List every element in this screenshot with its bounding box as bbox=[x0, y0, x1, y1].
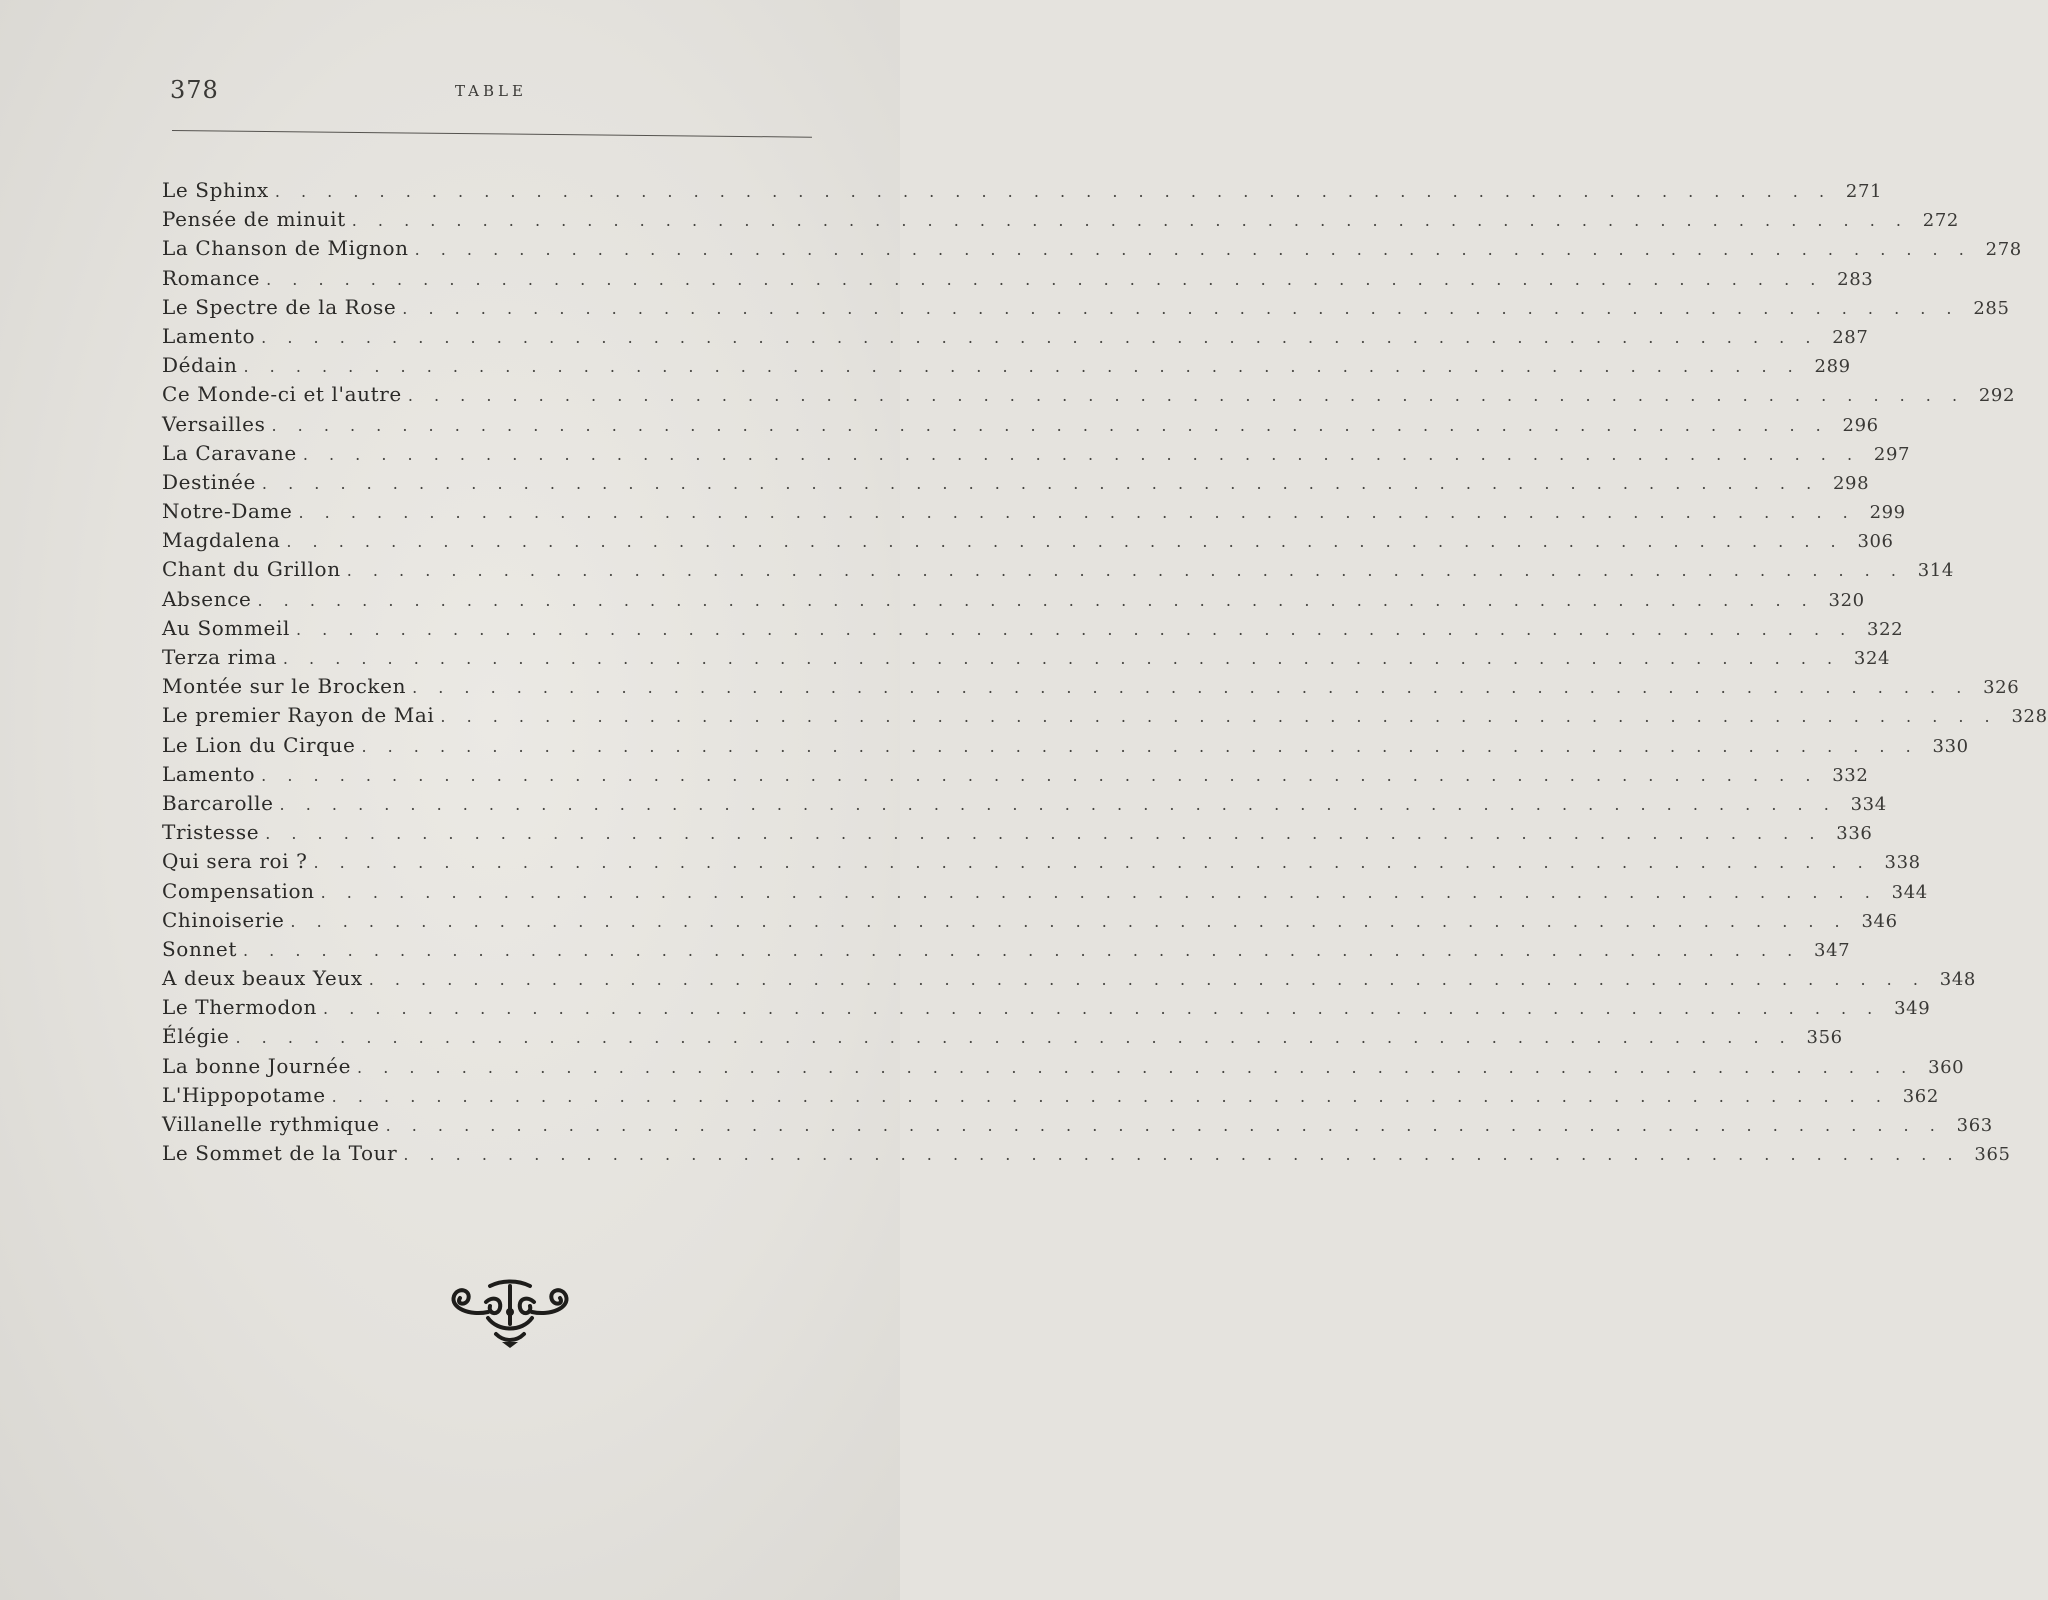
toc-entry bbox=[162, 236, 2022, 265]
toc-dot-leader: . . . . . . . . . . . . . . . . . . . . . . . . . . . . . . . . . . . . . . . . . . . . . . . . . . . . . . . . . . . . bbox=[274, 182, 1833, 201]
toc-dot-leader: . . . . . . . . . . . . . . . . . . . . . . . . . . . . . . . . . . . . . . . . . . . . . . . . . . . . . . . . . . . . bbox=[235, 1028, 1793, 1048]
toc-dot-leader: . . . . . . . . . . . . . . . . . . . . . . . . . . . . . . . . . . . . . . . . . . . . . . . . . . . . . . . . . . . . bbox=[351, 211, 1909, 231]
toc-entry-title: Le Spectre de la Rose bbox=[162, 294, 397, 319]
toc-dot-leader: . . . . . . . . . . . . . . . . . . . . . . . . . . . . . . . . . . . . . . . . . . . . . . . . . . . . . . . . . . . . bbox=[403, 1145, 1961, 1165]
toc-entry-page: 298 bbox=[1832, 472, 1870, 494]
toc-dot-leader: . . . . . . . . . . . . . . . . . . . . . . . . . . . . . . . . . . . . . . . . . . . . . . . . . . . . . . . . . . . . bbox=[402, 298, 1960, 318]
toc-entry bbox=[162, 586, 1865, 616]
running-title: TABLE bbox=[455, 82, 527, 100]
toc-entry-page: 344 bbox=[1891, 881, 1928, 903]
toc-dot-leader: . . . . . . . . . . . . . . . . . . . . . . . . . . . . . . . . . . . . . . . . . . . . . . . . . . . . . . . . . . . . bbox=[257, 590, 1815, 610]
toc-entry-title: Absence bbox=[162, 586, 252, 611]
toc-entry-title: Lamento bbox=[162, 761, 256, 786]
toc-entry-title: La bonne Journée bbox=[162, 1053, 352, 1078]
toc-entry bbox=[162, 936, 1851, 966]
toc-dot-leader: . . . . . . . . . . . . . . . . . . . . . . . . . . . . . . . . . . . . . . . . . . . . . . . . . . . . . . . . . . . . bbox=[271, 415, 1829, 435]
toc-dot-leader: . . . . . . . . . . . . . . . . . . . . . . . . . . . . . . . . . . . . . . . . . . . . . . . . . . . . . . . . . . . . bbox=[385, 1116, 1943, 1135]
toc-entry-title: Romance bbox=[162, 265, 261, 290]
toc-dot-leader: . . . . . . . . . . . . . . . . . . . . . . . . . . . . . . . . . . . . . . . . . . . . . . . . . . . . . . . . . . . . bbox=[407, 386, 1966, 406]
toc-entry-page: 356 bbox=[1806, 1027, 1843, 1049]
toc-entry bbox=[162, 703, 2048, 732]
toc-dot-leader: . . . . . . . . . . . . . . . . . . . . . . . . . . . . . . . . . . . . . . . . . . . . . . . . . . . . . . . . . . . . bbox=[242, 940, 1801, 960]
toc-dot-leader: . . . . . . . . . . . . . . . . . . . . . . . . . . . . . . . . . . . . . . . . . . . . . . . . . . . . . . . . . . . . bbox=[357, 1057, 1915, 1077]
toc-entry-title: Ce Monde-ci et l'autre bbox=[162, 382, 402, 407]
toc-entry-title: Montée sur le Brocken bbox=[162, 674, 407, 699]
toc-dot-leader: . . . . . . . . . . . . . . . . . . . . . . . . . . . . . . . . . . . . . . . . . . . . . . . . . . . . . . . . . . . . bbox=[368, 970, 1926, 990]
toc-entry bbox=[162, 732, 1969, 762]
toc-entry-page: 347 bbox=[1814, 939, 1851, 961]
toc-entry bbox=[162, 469, 1870, 499]
toc-entry bbox=[162, 294, 2010, 324]
toc-dot-leader: . . . . . . . . . . . . . . . . . . . . . . . . . . . . . . . . . . . . . . . . . . . . . . . . . . . . . . . . . . . . bbox=[298, 503, 1856, 523]
toc-entry-page: 365 bbox=[1974, 1144, 2011, 1166]
toc-dot-leader: . . . . . . . . . . . . . . . . . . . . . . . . . . . . . . . . . . . . . . . . . . . . . . . . . . . . . . . . . . . . bbox=[323, 999, 1881, 1019]
toc-entry-page: 299 bbox=[1869, 502, 1906, 524]
toc-entry-title: Le Sphinx bbox=[162, 178, 269, 202]
toc-entry-page: 271 bbox=[1845, 181, 1883, 202]
toc-dot-leader: . . . . . . . . . . . . . . . . . . . . . . . . . . . . . . . . . . . . . . . . . . . . . . . . . . . . . . . . . . . . bbox=[261, 327, 1819, 347]
toc-entry-page: 326 bbox=[1983, 677, 2020, 699]
toc-entry bbox=[162, 265, 1874, 295]
table-of-contents bbox=[162, 178, 2048, 1170]
toc-entry bbox=[162, 207, 1959, 236]
toc-entry bbox=[162, 674, 2020, 703]
toc-entry-title: A deux beaux Yeux bbox=[162, 966, 363, 991]
toc-entry bbox=[162, 645, 1891, 674]
toc-dot-leader: . . . . . . . . . . . . . . . . . . . . . . . . . . . . . . . . . . . . . . . . . . . . . . . . . . . . . . . . . . . . bbox=[320, 882, 1878, 902]
toc-entry-page: 285 bbox=[1973, 297, 2010, 319]
toc-dot-leader: . . . . . . . . . . . . . . . . . . . . . . . . . . . . . . . . . . . . . . . . . . . . . . . . . . . . . . . . . . . . bbox=[286, 532, 1844, 552]
toc-entry-page: 332 bbox=[1832, 764, 1869, 786]
toc-entry bbox=[162, 178, 1883, 207]
toc-entry-page: 314 bbox=[1917, 560, 1954, 582]
toc-entry-title: Tristesse bbox=[162, 820, 260, 845]
toc-entry-page: 362 bbox=[1902, 1085, 1939, 1107]
toc-entry-title: Versailles bbox=[162, 411, 266, 436]
toc-entry-page: 296 bbox=[1842, 414, 1879, 436]
toc-entry-title: Chinoiserie bbox=[162, 907, 285, 932]
header-rule bbox=[172, 130, 812, 138]
toc-entry bbox=[162, 557, 1954, 586]
toc-entry bbox=[162, 761, 1869, 791]
toc-entry bbox=[162, 1082, 1939, 1112]
toc-entry-title: Au Sommeil bbox=[162, 615, 290, 640]
toc-entry bbox=[162, 1141, 2011, 1170]
toc-entry bbox=[162, 966, 1976, 995]
toc-entry-page: 336 bbox=[1836, 823, 1873, 845]
toc-dot-leader: . . . . . . . . . . . . . . . . . . . . . . . . . . . . . . . . . . . . . . . . . . . . . . . . . . . . . . . . . . . . bbox=[265, 824, 1823, 844]
toc-entry-title: Magdalena bbox=[162, 528, 281, 553]
toc-dot-leader: . . . . . . . . . . . . . . . . . . . . . . . . . . . . . . . . . . . . . . . . . . . . . . . . . . . . . . . . . . . . bbox=[279, 794, 1837, 814]
toc-entry-page: 322 bbox=[1867, 618, 1904, 640]
toc-dot-leader: . . . . . . . . . . . . . . . . . . . . . . . . . . . . . . . . . . . . . . . . . . . . . . . . . . . . . . . . . . . . bbox=[266, 269, 1824, 289]
toc-entry bbox=[162, 353, 1851, 382]
toc-entry-page: 287 bbox=[1832, 326, 1869, 348]
toc-dot-leader: . . . . . . . . . . . . . . . . . . . . . . . . . . . . . . . . . . . . . . . . . . . . . . . . . . . . . . . . . . . . bbox=[302, 444, 1861, 464]
toc-entry-title: Le Lion du Cirque bbox=[162, 732, 356, 757]
toc-entry-title: Qui sera roi ? bbox=[162, 849, 308, 874]
toc-entry bbox=[162, 995, 1931, 1024]
toc-entry bbox=[162, 440, 1911, 470]
toc-dot-leader: . . . . . . . . . . . . . . . . . . . . . . . . . . . . . . . . . . . . . . . . . . . . . . . . . . . . . . . . . . . . bbox=[243, 357, 1801, 377]
toc-entry-title: Sonnet bbox=[162, 936, 237, 961]
toc-entry bbox=[162, 323, 1869, 353]
toc-entry-title: Destinée bbox=[162, 469, 256, 494]
toc-dot-leader: . . . . . . . . . . . . . . . . . . . . . . . . . . . . . . . . . . . . . . . . . . . . . . . . . . . . . . . . . . . . bbox=[440, 707, 1998, 727]
toc-entry-title: Pensée de minuit bbox=[162, 207, 346, 232]
toc-entry bbox=[162, 382, 2016, 411]
toc-entry bbox=[162, 820, 1873, 849]
toc-dot-leader: . . . . . . . . . . . . . . . . . . . . . . . . . . . . . . . . . . . . . . . . . . . . . . . . . . . . . . . . . . . . bbox=[290, 911, 1848, 931]
toc-dot-leader: . . . . . . . . . . . . . . . . . . . . . . . . . . . . . . . . . . . . . . . . . . . . . . . . . . . . . . . . . . . . bbox=[282, 649, 1841, 668]
toc-entry-title: Dédain bbox=[162, 353, 238, 378]
toc-entry-page: 272 bbox=[1922, 210, 1959, 232]
toc-entry-title: Le Sommet de la Tour bbox=[162, 1141, 398, 1166]
toc-entry bbox=[162, 1024, 1843, 1053]
toc-entry-page: 338 bbox=[1884, 852, 1921, 874]
toc-entry-title: Le Thermodon bbox=[162, 995, 318, 1020]
toc-entry-page: 363 bbox=[1956, 1115, 1993, 1136]
toc-entry-page: 334 bbox=[1850, 793, 1887, 815]
toc-entry-page: 346 bbox=[1861, 910, 1898, 932]
toc-entry-page: 292 bbox=[1978, 385, 2016, 407]
toc-entry bbox=[162, 907, 1898, 937]
toc-dot-leader: . . . . . . . . . . . . . . . . . . . . . . . . . . . . . . . . . . . . . . . . . . . . . . . . . . . . . . . . . . . . bbox=[412, 678, 1970, 698]
toc-entry-title: Barcarolle bbox=[162, 790, 274, 815]
toc-dot-leader: . . . . . . . . . . . . . . . . . . . . . . . . . . . . . . . . . . . . . . . . . . . . . . . . . . . . . . . . . . . . bbox=[295, 619, 1854, 639]
toc-entry bbox=[162, 849, 1921, 878]
toc-dot-leader: . . . . . . . . . . . . . . . . . . . . . . . . . . . . . . . . . . . . . . . . . . . . . . . . . . . . . . . . . . . . bbox=[414, 240, 1972, 260]
toc-dot-leader: . . . . . . . . . . . . . . . . . . . . . . . . . . . . . . . . . . . . . . . . . . . . . . . . . . . . . . . . . . . . bbox=[346, 561, 1904, 581]
toc-dot-leader: . . . . . . . . . . . . . . . . . . . . . . . . . . . . . . . . . . . . . . . . . . . . . . . . . . . . . . . . . . . . bbox=[261, 765, 1819, 785]
toc-entry bbox=[162, 878, 1928, 908]
toc-dot-leader: . . . . . . . . . . . . . . . . . . . . . . . . . . . . . . . . . . . . . . . . . . . . . . . . . . . . . . . . . . . . bbox=[361, 736, 1919, 756]
page-header bbox=[170, 72, 810, 112]
toc-entry bbox=[162, 499, 1906, 528]
toc-entry-title: Chant du Grillon bbox=[162, 557, 341, 582]
toc-entry-title: L'Hippopotame bbox=[162, 1082, 326, 1107]
toc-entry-title: Le premier Rayon de Mai bbox=[162, 703, 435, 728]
toc-entry bbox=[162, 1053, 1965, 1083]
toc-entry bbox=[162, 1112, 1993, 1141]
toc-entry-page: 349 bbox=[1894, 998, 1931, 1020]
toc-entry-page: 330 bbox=[1932, 735, 1969, 757]
toc-entry-title: La Caravane bbox=[162, 440, 297, 465]
toc-entry-page: 306 bbox=[1857, 531, 1894, 553]
toc-entry-page: 283 bbox=[1837, 268, 1874, 290]
toc-dot-leader: . . . . . . . . . . . . . . . . . . . . . . . . . . . . . . . . . . . . . . . . . . . . . . . . . . . . . . . . . . . . bbox=[313, 853, 1871, 873]
page-number: 378 bbox=[170, 76, 219, 104]
toc-entry bbox=[162, 790, 1887, 820]
toc-entry-title: La Chanson de Mignon bbox=[162, 236, 409, 261]
toc-dot-leader: . . . . . . . . . . . . . . . . . . . . . . . . . . . . . . . . . . . . . . . . . . . . . . . . . . . . . . . . . . . . bbox=[331, 1086, 1889, 1106]
toc-entry-page: 278 bbox=[1985, 239, 2022, 261]
toc-entry-page: 348 bbox=[1939, 969, 1976, 991]
toc-entry bbox=[162, 411, 1879, 441]
toc-entry-title: Notre-Dame bbox=[162, 499, 293, 524]
toc-entry-page: 289 bbox=[1814, 356, 1851, 378]
toc-entry bbox=[162, 615, 1904, 645]
toc-entry-title: Élégie bbox=[162, 1024, 230, 1049]
toc-entry-title: Terza rima bbox=[162, 645, 277, 669]
toc-entry-page: 328 bbox=[2011, 706, 2048, 728]
toc-entry-page: 320 bbox=[1828, 589, 1865, 611]
toc-entry-page: 360 bbox=[1928, 1056, 1965, 1078]
tailpiece-ornament-icon bbox=[440, 1272, 580, 1352]
toc-entry-title: Compensation bbox=[162, 878, 315, 903]
toc-entry-title: Lamento bbox=[162, 323, 256, 348]
toc-entry-page: 297 bbox=[1873, 443, 1911, 465]
toc-entry-page: 324 bbox=[1853, 648, 1891, 669]
toc-entry-title: Villanelle rythmique bbox=[162, 1112, 380, 1136]
toc-dot-leader: . . . . . . . . . . . . . . . . . . . . . . . . . . . . . . . . . . . . . . . . . . . . . . . . . . . . . . . . . . . . bbox=[261, 473, 1820, 493]
toc-entry bbox=[162, 528, 1894, 557]
